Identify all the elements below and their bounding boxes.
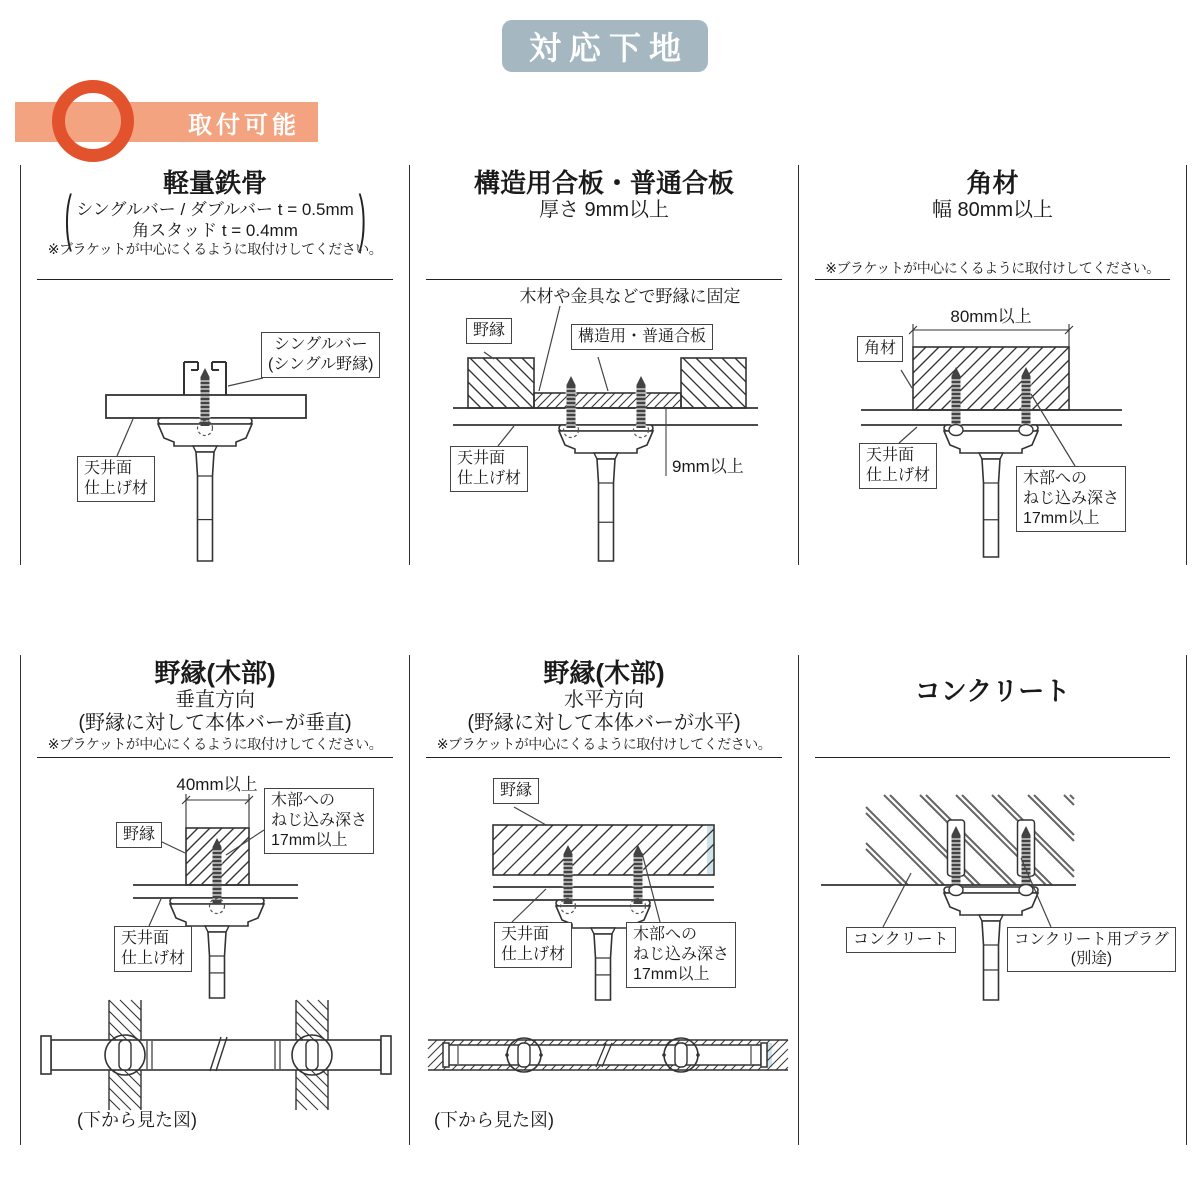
panel-note: ※ブラケットが中心にくるように取付けしてください。 bbox=[436, 736, 772, 753]
panel-light-steel-header bbox=[21, 165, 409, 280]
dim-80mm: 80mm以上 bbox=[950, 307, 1032, 326]
diagram-svg bbox=[21, 280, 410, 565]
diagram-joist-horizontal bbox=[410, 758, 798, 1145]
spec-line2: 角スタッド t = 0.4mm bbox=[132, 221, 298, 241]
panel-title: 野縁(木部) bbox=[543, 658, 665, 688]
diagram-light-steel bbox=[21, 280, 409, 565]
panel-row-top bbox=[20, 165, 1187, 565]
label-screw-depth: 木部への ねじ込み深さ 17mm以上 bbox=[626, 922, 736, 988]
paren-open: ( bbox=[64, 186, 72, 255]
label-ceiling-finish: 天井面 仕上げ材 bbox=[77, 456, 155, 502]
panel-subtitle: 厚さ 9mm以上 bbox=[539, 198, 669, 221]
panel-square-lumber-header bbox=[799, 165, 1186, 280]
panel-row-bottom bbox=[20, 655, 1187, 1145]
panel-joist-horizontal-header bbox=[410, 655, 798, 758]
spec-line1: シングルバー / ダブルバー t = 0.5mm bbox=[76, 199, 354, 219]
bottom-view-caption: (下から見た図) bbox=[77, 1110, 197, 1130]
label-joist: 野縁 bbox=[493, 778, 539, 804]
panel-title: 野縁(木部) bbox=[154, 658, 276, 688]
label-concrete-plug: コンクリート用プラグ (別途) bbox=[1007, 927, 1176, 972]
circle-ok-icon bbox=[52, 80, 134, 162]
dim-40mm: 40mm以上 bbox=[176, 775, 258, 794]
label-joist: 野縁 bbox=[466, 318, 512, 344]
diagram-svg bbox=[410, 758, 799, 1145]
diagram-square-lumber bbox=[799, 280, 1186, 565]
panel-sub1: 垂直方向 bbox=[175, 688, 255, 711]
label-screw-depth: 木部への ねじ込み深さ 17mm以上 bbox=[1016, 466, 1126, 532]
label-fixed-to-joist: 木材や金具などで野縁に固定 bbox=[519, 287, 741, 306]
label-plywood-board: 構造用・普通合板 bbox=[571, 324, 713, 350]
label-ceiling-finish: 天井面 仕上げ材 bbox=[114, 926, 192, 972]
panel-sub1: 水平方向 bbox=[564, 688, 644, 711]
panel-note: ※ブラケットが中心にくるように取付けしてください。 bbox=[47, 241, 383, 258]
panel-concrete bbox=[798, 655, 1187, 1145]
panel-title: コンクリート bbox=[914, 676, 1071, 706]
label-square-lumber: 角材 bbox=[857, 336, 903, 362]
panel-joist-vertical-header bbox=[21, 655, 409, 758]
panel-square-lumber bbox=[798, 165, 1187, 565]
panel-concrete-header bbox=[799, 655, 1186, 758]
panel-light-steel bbox=[20, 165, 409, 565]
label-concrete: コンクリート bbox=[846, 927, 956, 953]
panel-plywood-header bbox=[410, 165, 798, 280]
paren-close: ) bbox=[358, 186, 366, 255]
dim-9mm: 9mm以上 bbox=[672, 457, 744, 476]
panel-sub2: (野縁に対して本体バーが水平) bbox=[467, 712, 741, 735]
panel-joist-vertical bbox=[20, 655, 409, 1145]
diagram-plywood bbox=[410, 280, 798, 565]
panel-note: ※ブラケットが中心にくるように取付けしてください。 bbox=[47, 736, 383, 753]
panel-joist-horizontal bbox=[409, 655, 798, 1145]
bottom-view-caption: (下から見た図) bbox=[434, 1110, 554, 1130]
label-screw-depth: 木部への ねじ込み深さ 17mm以上 bbox=[264, 788, 374, 854]
diagram-concrete bbox=[799, 758, 1186, 1145]
panel-sub2: (野縁に対して本体バーが垂直) bbox=[78, 712, 352, 735]
label-ceiling-finish: 天井面 仕上げ材 bbox=[859, 443, 937, 489]
panel-title: 角材 bbox=[966, 168, 1019, 198]
label-joist: 野縁 bbox=[116, 822, 162, 848]
panel-plywood bbox=[409, 165, 798, 565]
panel-title: 構造用合板・普通合板 bbox=[473, 168, 734, 198]
label-ceiling-finish: 天井面 仕上げ材 bbox=[450, 446, 528, 492]
mountable-banner-label: 取付可能 bbox=[188, 111, 300, 139]
panel-title: 軽量鉄骨 bbox=[162, 168, 267, 198]
label-single-bar: シングルバー (シングル野縁) bbox=[261, 332, 380, 378]
label-ceiling-finish: 天井面 仕上げ材 bbox=[494, 922, 572, 968]
panel-note: ※ブラケットが中心にくるように取付けしてください。 bbox=[825, 260, 1160, 277]
panel-subtitle: 幅 80mm以上 bbox=[931, 198, 1054, 221]
page-title: 対応下地 bbox=[502, 20, 708, 72]
diagram-joist-vertical bbox=[21, 758, 409, 1145]
